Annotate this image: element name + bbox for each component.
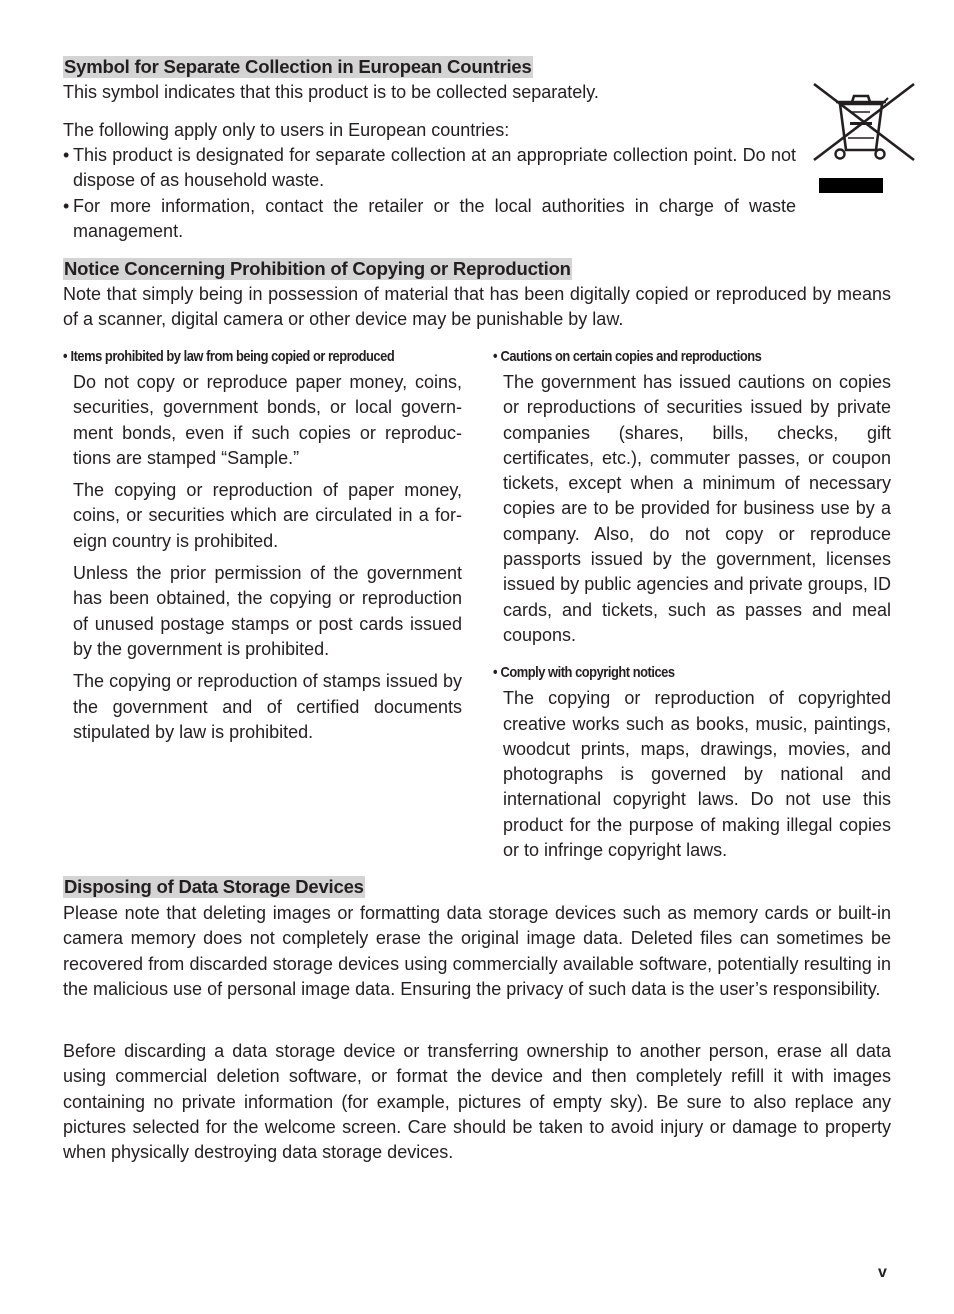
separate-collection-intro: This symbol indicates that this product is to be collected separately. xyxy=(63,82,599,102)
data-storage-paragraph: Before discarding a data storage device or transferring ownership to another person, erase all data using commercial deletion software, or format the device and then completely refill it with images containing no private information (for example, pictures of empty sky). Be sure to also replace any pictures selected for the welcome screen. Care should be taken to avoid injury or damage to property when physically destroying data storage devices. xyxy=(63,1041,891,1163)
prohibited-paragraph: The copying or reproduction of paper money, coins, or securities which are circulated in a foreign country is prohibited. xyxy=(73,480,462,551)
european-bullet-list xyxy=(63,143,796,244)
subheading-cautions: • Cautions on certain copies and reproductions xyxy=(493,348,762,365)
section-heading-data-storage: Disposing of Data Storage Devices xyxy=(64,876,364,897)
list-item: • This product is designated for separate collection at an appropriate collection point. Do not dispose of as household waste. xyxy=(63,145,796,191)
copying-intro: Note that simply being in possession of material that has been digitally copied or reproduced by means of a scanner, digital camera or other device may be punishable by law. xyxy=(63,284,891,330)
page-number: v xyxy=(878,1264,887,1281)
subheading-prohibited-items: • Items prohibited by law from being copied or reproduced xyxy=(63,348,395,365)
section-heading-separate-collection: Symbol for Separate Collection in European Countries xyxy=(64,56,532,77)
copyright-paragraph: The copying or reproduction of copyrighted creative works such as books, music, paintings, woodcut prints, maps, drawings, movies, and photographs is governed by national and international copyright laws. Do not use this product for the purpose of making illegal copies or to infringe copyright laws. xyxy=(503,688,891,861)
prohibited-paragraph: Unless the prior permission of the government has been obtained, the copying or reproduction of unused postage stamps or post cards issued by the government is prohibited. xyxy=(73,563,462,659)
subheading-copyright: • Comply with copyright notices xyxy=(493,664,675,682)
cautions-paragraph: The government has issued cautions on copies or reproductions of securities issued by private companies (shares, bills, checks, gift certificates, etc.), commuter passes, or coupon tickets, except when a minimum of necessary copies are to be provided for business use by a company. Also, do not copy or reproduce passports issued by the government, licenses issued by public agencies and private groups, ID cards, and tickets, such as passes and meal coupons. xyxy=(503,372,891,645)
section-heading-copying: Notice Concerning Prohibition of Copying or Reproduction xyxy=(64,258,571,279)
bullet-text: For more information, contact the retailer or the local authorities in charge of waste management. xyxy=(73,195,796,241)
prohibited-items-column xyxy=(63,344,462,752)
prohibited-paragraph: Do not copy or reproduce paper money, coins, securities, government bonds, or local government bonds, even if such copies or reproductions are stamped “Sample.” xyxy=(73,372,462,468)
cautions-column xyxy=(493,344,891,870)
list-item: • For more information, contact the retailer or the local authorities in charge of waste management. xyxy=(63,195,796,241)
crossed-out-wheelie-bin-icon xyxy=(810,80,920,195)
bullet-text: This product is designated for separate collection at an appropriate collection point. Do not dispose of as household waste. xyxy=(73,145,796,191)
prohibited-paragraph: The copying or reproduction of stamps issued by the government and of certified documents stipulated by law is prohibited. xyxy=(73,671,462,742)
data-storage-paragraph: Please note that deleting images or formatting data storage devices such as memory cards or built-in camera memory does not completely erase the original image data. Deleted files can sometimes be recovered from discarded storage devices using commercially available software, potentially resulting in the malicious use of personal image data. Ensuring the privacy of such data is the user’s responsibility. xyxy=(63,903,891,999)
european-users-lead: The following apply only to users in European countries: xyxy=(63,120,510,140)
